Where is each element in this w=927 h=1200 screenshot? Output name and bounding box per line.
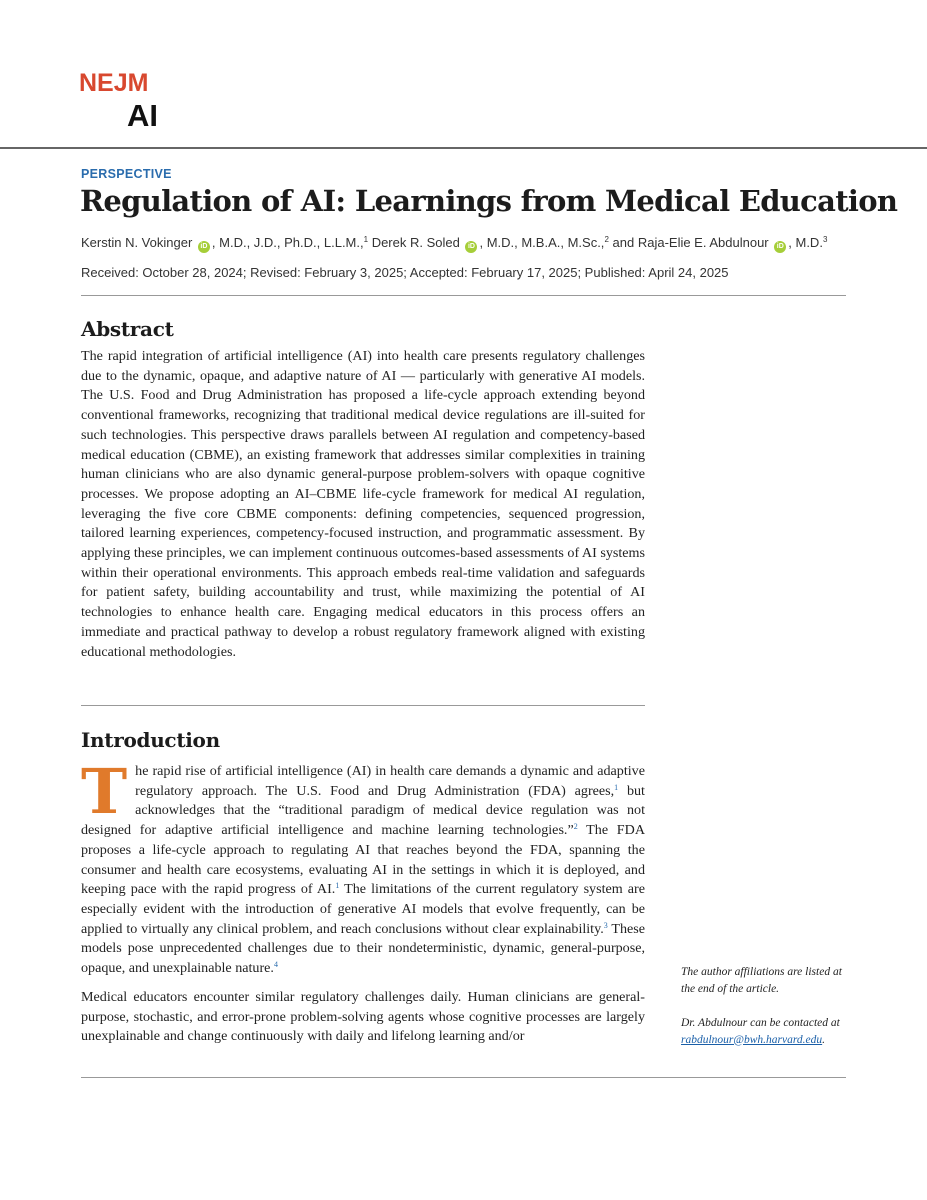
abstract-divider — [81, 705, 645, 706]
author-degrees: , M.D., M.B.A., M.Sc., — [479, 235, 605, 250]
journal-logo — [79, 68, 169, 134]
reference-link[interactable]: 4 — [273, 960, 278, 970]
publication-dates: Received: October 28, 2024; Revised: February 3, 2025; Accepted: February 17, 2025; Published: April 24, 2025 — [81, 265, 729, 280]
abstract-text: The rapid integration of artificial intelligence (AI) into health care presents regulatory challenges due to the dynamic, opaque, and adaptive nature of AI — particularly with generative AI models. The U.S. Food and Drug Administration has proposed a life-cycle approach extending beyond conventional frameworks, recognizing that traditional medical device regulations are ill-suited for such technologies. This perspective draws parallels between AI regulation and competency-based medical education (CBME), an existing framework that addresses similar complexities in training human clinicians who are also dynamic general-purpose problem-solvers with opaque cognitive processes. We propose adopting an AI–CBME life-cycle framework for medical AI regulation, leveraging the five core CBME components: defining competencies, sequenced progression, tailored learning experiences, competency-focused instruction, and programmatic assessment. By applying these principles, we can implement continuous outcomes-based assessments of AI systems within their operational environments. This approach embeds real-time validation and safeguards for patient safety, building accountability and trust, while maximizing the potential of AI technologies to enhance health care. Engaging medical educators in this process offers an immediate and practical pathway to develop a robust regulatory framework aligned with existing educational methodologies. — [81, 348, 645, 660]
drop-cap: T — [81, 755, 128, 828]
orcid-icon[interactable]: iD — [465, 241, 477, 253]
affiliation-note: The author affiliations are listed at the end of the article. — [681, 966, 842, 995]
introduction-paragraph-1: The rapid rise of artificial intelligence (AI) in health care demands a dynamic and adaptive regulatory approach. The U.S. Food and Drug Administration (FDA) agrees,$^1$ but acknowledges that the “traditional paradigm of medical device regulation was not designed for adaptive artificial intelligence and machine learning technologies.”$^2$ The FDA proposes a life-cycle approach to regulating AI that reaches beyond the FDA, spanning the consumer and health care ecosystems, evaluating AI in the settings in which it is deployed, and keeping pace with the rapid progress of AI.$^1$ The limitations of the current regulatory system are especially evident with the introduction of generative AI models that evolve frequently, can be applied to virtually any clinical problem, and reach conclusions without clear explainability.$^3$ These models pose unprecedented challenges due to their nondeterministic, dynamic, general-purpose, opaque, and unexplainable nature.$^4$ — [81, 755, 646, 977]
header-divider — [0, 147, 927, 149]
contact-note: Dr. Abdulnour can be contacted at rabdulnour@bwh.harvard.edu. — [681, 1017, 840, 1046]
author-degrees: , M.D. — [788, 235, 823, 250]
affiliation-ref: 1 — [363, 235, 369, 244]
article-type: PERSPECTIVE — [81, 167, 172, 181]
author-name[interactable]: Derek R. Soled — [371, 235, 460, 250]
author-list — [81, 235, 827, 253]
author-conjunction: and — [612, 235, 638, 250]
article-title: Regulation of AI: Learnings from Medical Education — [80, 184, 898, 218]
abstract-heading: Abstract — [81, 317, 174, 341]
reference-link[interactable]: 3 — [603, 920, 608, 930]
reference-link[interactable]: 2 — [573, 822, 578, 832]
introduction-paragraph-2: Medical educators encounter similar regulatory challenges daily. Human clinicians are general-purpose, stochastic, and error-prone problem-solving agents whose cognitive processes are largely unexplainable and change continuously with daily and lifelong learning and/or — [81, 989, 645, 1045]
introduction-heading: Introduction — [81, 728, 220, 752]
logo-nejm: NEJM — [79, 69, 149, 97]
reference-link[interactable]: 1 — [614, 782, 619, 792]
author-name[interactable]: Raja-Elie E. Abdulnour — [637, 235, 769, 250]
orcid-icon[interactable]: iD — [198, 241, 210, 253]
affiliation-ref: 2 — [604, 235, 609, 244]
author-name[interactable]: Kerstin N. Vokinger — [81, 235, 193, 250]
contact-email-link[interactable]: rabdulnour@bwh.harvard.edu — [681, 1033, 823, 1046]
title-divider — [81, 295, 846, 296]
orcid-icon[interactable]: iD — [774, 241, 786, 253]
author-degrees: , M.D., J.D., Ph.D., L.L.M., — [211, 235, 364, 250]
reference-link[interactable]: 1 — [335, 881, 340, 891]
footer-divider — [81, 1077, 846, 1078]
affiliation-ref: 3 — [822, 235, 828, 244]
logo-ai: AI — [127, 98, 158, 133]
